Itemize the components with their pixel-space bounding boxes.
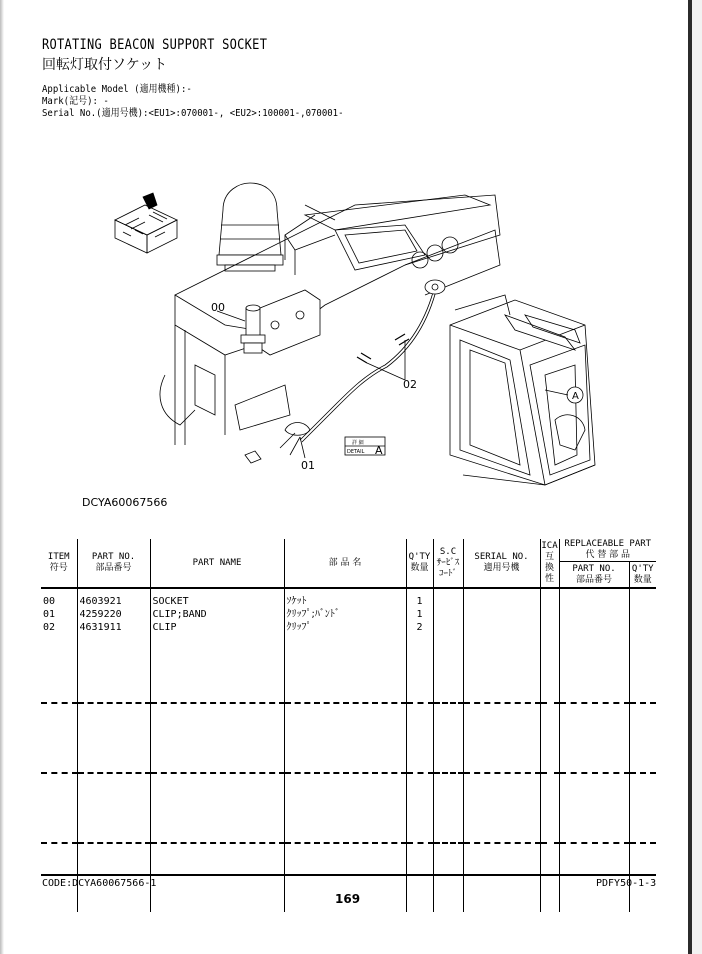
header-rep-part-no: PART NO. 部品番号 xyxy=(559,562,629,588)
header-part-name-jp: 部 品 名 xyxy=(284,539,406,588)
orientation-icon xyxy=(115,193,177,253)
qty: 1 xyxy=(406,608,433,621)
header-rep-qty: Q'TY 数量 xyxy=(629,562,656,588)
viewer-margin xyxy=(692,0,702,954)
item-no: 02 xyxy=(41,621,77,634)
mark: Mark(記号): - xyxy=(42,96,109,107)
applicable-model: Applicable Model (適用機種):- xyxy=(42,84,192,95)
page-title: ROTATING BEACON SUPPORT SOCKET xyxy=(42,37,268,53)
header-replaceable: REPLACEABLE PART 代 替 部 品 xyxy=(559,539,656,562)
table-bottom-rule xyxy=(41,874,656,876)
header-serial: SERIAL NO. 適用号機 xyxy=(463,539,540,588)
footer-pdf-ref: PDFY50-1-3 xyxy=(596,878,657,889)
part-name: SOCKET xyxy=(150,595,284,608)
detail-label-jp: 詳 細 xyxy=(352,440,364,446)
parts-diagram xyxy=(105,175,625,495)
callout-a-detail: A xyxy=(375,444,383,457)
header-item: ITEM 符号 xyxy=(41,539,77,588)
header-ica: ICA 互 換 性 xyxy=(540,539,559,588)
diagram-code: DCYA60067566 xyxy=(82,496,168,509)
serial-info: Serial No.(適用号機):<EU1>:070001-, <EU2>:100001-,070001- xyxy=(42,108,344,119)
table-row xyxy=(41,608,656,621)
page-number: 169 xyxy=(335,892,361,906)
part-name: CLIP;BAND xyxy=(150,608,284,621)
item-no: 01 xyxy=(41,608,77,621)
part-no: 4631911 xyxy=(77,621,150,634)
cab-frame xyxy=(160,195,500,445)
part-name-jp: ｿｹｯﾄ xyxy=(284,595,406,608)
callout-01: 01 xyxy=(301,459,315,472)
header-qty: Q'TY 数量 xyxy=(406,539,433,588)
part-no: 4603921 xyxy=(77,595,150,608)
part-no: 4259220 xyxy=(77,608,150,621)
item-no: 00 xyxy=(41,595,77,608)
header-part-no: PART NO. 部品番号 xyxy=(77,539,150,588)
callout-a-overview: A xyxy=(572,391,579,402)
table-row xyxy=(41,621,656,634)
qty: 2 xyxy=(406,621,433,634)
part-name-jp: ｸﾘｯﾌﾟ xyxy=(284,621,406,634)
qty: 1 xyxy=(406,595,433,608)
callout-02: 02 xyxy=(403,378,417,391)
part-name: CLIP xyxy=(150,621,284,634)
table-row xyxy=(41,595,656,608)
header-sc: S.C ｻｰﾋﾞｽ ｺｰﾄﾞ xyxy=(433,539,463,588)
detail-label: DETAIL xyxy=(347,449,365,455)
page-title-jp: 回転灯取付ソケット xyxy=(42,57,168,73)
callout-00: 00 xyxy=(211,301,225,314)
cab-overview xyxy=(450,295,595,485)
parts-table xyxy=(41,539,656,912)
footer-code: CODE:DCYA60067566-1 xyxy=(42,878,157,889)
page-edge xyxy=(0,0,4,954)
header-part-name: PART NAME xyxy=(150,539,284,588)
part-name-jp: ｸﾘｯﾌﾟ;ﾊﾞﾝﾄﾞ xyxy=(284,608,406,621)
